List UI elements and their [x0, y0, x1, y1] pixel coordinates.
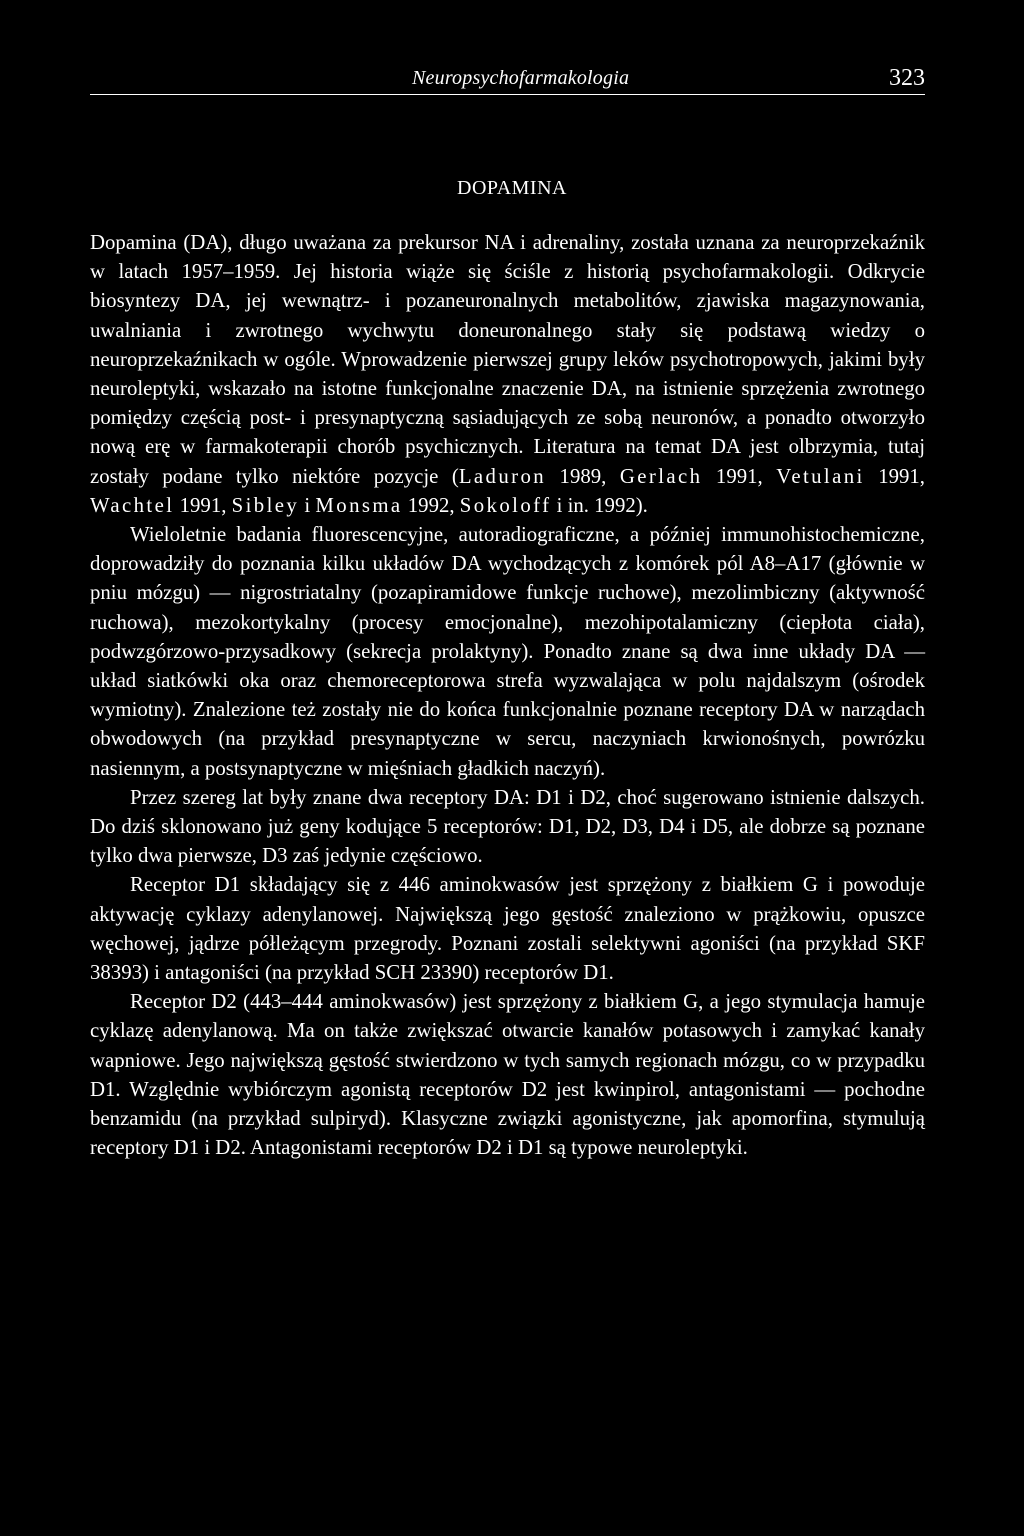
page-number: 323	[889, 65, 925, 91]
paragraph-1-text-d: 1991,	[864, 464, 925, 488]
paragraph-4: Receptor D1 składający się z 446 aminokwasów jest sprzężony z białkiem G i powoduje aktywację cyklazy adenylanowej. Największą jego gęstość znaleziono w prążkowiu, opuszce węchowej, jądrze półleżącym przegrody. Poznani zostali selektywni agoniści (na przykład SKF 38393) i antagoniści (na przykład SCH 23390) receptorów D1.	[90, 873, 925, 985]
paragraph-1	[90, 228, 925, 520]
body-text	[90, 228, 925, 1163]
paragraph-1-text-a: Dopamina (DA), długo uważana za prekursor NA i adrenaliny, została uznana za neuroprzekaźnik w latach 1957–1959. Jej historia wiąże się ściśle z historią psychofarmakologii. Odkrycie biosyntezy DA, jej wewnątrz- i pozaneuronalnych metabolitów, zjawiska magazynowania, uwalniania i zwrotnego wychwytu doneuronalnego stały się podstawą wiedzy o neuroprzekaźnikach w ogóle. Wprowadzenie pierwszej grupy leków psychotropowych, jakimi były neuroleptyki, wskazało na istotne funkcjonalne znaczenie DA, na istnienie sprzężenia zwrotnego pomiędzy częścią post- i presynaptyczną sąsiadujących ze sobą neuronów, a ponadto otworzyło nową erę w farmakoterapii chorób psychicznych. Literatura na temat DA jest olbrzymia, tutaj zostały podane tylko niektóre pozycje (	[90, 231, 925, 488]
citation-author-wachtel: Wachtel	[90, 493, 175, 517]
citation-author-sibley: Sibley	[231, 493, 300, 517]
paragraph-1-text-b: 1989,	[546, 464, 620, 488]
section-title: DOPAMINA	[457, 177, 567, 199]
citation-author-monsma: Monsma	[315, 493, 403, 517]
citation-author-vetulani: Vetulani	[776, 464, 865, 488]
paragraph-1-text-h: i in. 1992).	[551, 493, 648, 517]
paragraph-5: Receptor D2 (443–444 aminokwasów) jest sprzężony z białkiem G, a jego stymulacja hamuje cyklazę adenylanową. Ma on także zwiększać otwarcie kanałów potasowych i zamykać kanały wapniowe. Jego największą gęstość stwierdzono w tych samych regionach mózgu, co w przypadku D1. Względnie wybiórczym agonistą receptorów D2 jest kwinpirol, antagonistami — pochodne benzamidu (na przykład sulpiryd). Klasyczne związki agonistyczne, jak apomorfina, stymulują receptory D1 i D2. Antagonistami receptorów D2 i D1 są typowe neuroleptyki.	[90, 990, 925, 1160]
citation-author-laduron: Laduron	[458, 464, 547, 488]
paragraph-2: Wieloletnie badania fluorescencyjne, autoradiograficzne, a później immunohistochemiczne, doprowadziły do poznania kilku układów DA wychodzących z komórek pól A8–A17 (głównie w pniu mózgu) — nigrostriatalny (pozapiramidowe funkcje ruchowe), mezolimbiczny (aktywność ruchowa), mezokortykalny (procesy emocjonalne), mezohipotalamiczny (ciepłota ciała), podwzgórzowo-przysadkowy (sekrecja prolaktyny). Ponadto znane są dwa inne układy DA — układ siatkówki oka oraz chemoreceptorowa strefa wyzwalająca w polu najdalszym (ośrodek wymiotny). Znalezione też zostały nie do końca funkcjonalnie poznane receptory DA w narządach obwodowych (na przykład presynaptyczne w sercu, naczyniach krwionośnych, powrózku nasiennym, a postsynaptyczne w mięśniach gładkich naczyń).	[90, 523, 925, 780]
paragraph-1-text-f: i	[299, 493, 316, 517]
citation-author-gerlach: Gerlach	[619, 464, 703, 488]
paragraph-1-text-e: 1991,	[174, 493, 232, 517]
paragraph-1-text-g: 1992,	[402, 493, 460, 517]
running-title: Neuropsychofarmakologia	[412, 67, 630, 89]
paragraph-3: Przez szereg lat były znane dwa receptory DA: D1 i D2, choć sugerowano istnienie dalszych. Do dziś sklonowano już geny kodujące 5 receptorów: D1, D2, D3, D4 i D5, ale dobrze są poznane tylko dwa pierwsze, D3 zaś jedynie częściowo.	[90, 785, 925, 868]
running-header	[90, 66, 925, 95]
citation-author-sokoloff: Sokoloff	[459, 493, 552, 517]
paragraph-1-text-c: 1991,	[702, 464, 777, 488]
